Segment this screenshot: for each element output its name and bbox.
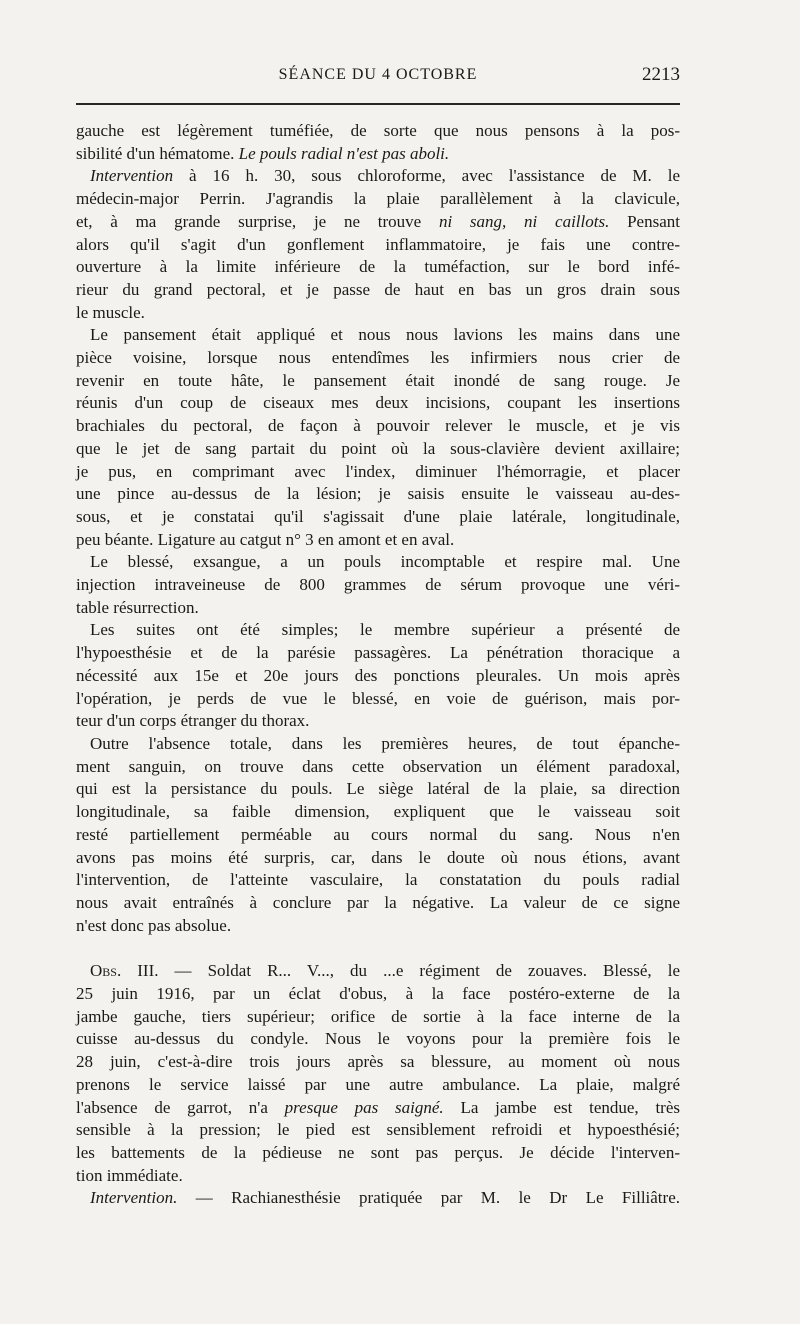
line-text: que le jet de sang partait du point où la sous-clavière devient axillaire; <box>76 438 680 458</box>
text-line <box>76 1165 680 1188</box>
text-line <box>76 915 680 938</box>
text-line <box>76 869 680 892</box>
text-line <box>76 256 680 279</box>
line-text: l'intervention, de l'atteinte vasculaire, la constatation du pouls radial <box>76 870 680 890</box>
paragraph-intervention <box>76 1187 680 1210</box>
text-line <box>76 597 680 620</box>
line-text: n'est donc pas absolue. <box>76 915 232 935</box>
italic-text: presque pas saigné. <box>284 1097 444 1117</box>
line-text: sensible à la pression; le pied est sensiblement refroidi et hypoesthésié; <box>76 1120 680 1140</box>
text-line <box>76 415 680 438</box>
running-header <box>76 66 680 92</box>
text-line <box>76 347 680 370</box>
text-line <box>76 619 680 642</box>
body-text <box>76 120 680 1210</box>
text-line <box>76 529 680 552</box>
line-text: peu béante. Ligature au catgut n° 3 en amont et en aval. <box>76 529 455 549</box>
line-text: gauche est légèrement tuméfiée, de sorte que nous pensons à la pos- <box>76 121 680 140</box>
line-text: le muscle. <box>76 302 145 322</box>
text-line <box>76 211 680 234</box>
paragraph-1 <box>76 120 680 165</box>
text-line <box>76 234 680 257</box>
line-text: longitudinale, sa faible dimension, expliquent que le vaisseau soit <box>76 802 680 822</box>
line-text: et, à ma grande surprise, je ne trouve <box>76 211 439 231</box>
line-text: nous avait entraînés à conclure par la négative. La valeur de ce signe <box>76 892 680 912</box>
line-text: nécessité aux 15e et 20e jours des ponctions pleurales. Un mois après <box>76 665 680 685</box>
header-title: SÉANCE DU 4 OCTOBRE <box>278 66 478 83</box>
line-text: Les suites ont été simples; le membre supérieur a présenté de <box>90 620 680 640</box>
text-line <box>76 665 680 688</box>
text-line <box>76 1097 680 1120</box>
line-text: teur d'un corps étranger du thorax. <box>76 711 310 731</box>
line-text: médecin-major Perrin. J'agrandis la plaie parallèlement à la clavicule, <box>76 189 680 209</box>
line-text: prenons le service laissé par une autre ambulance. La plaie, malgré <box>76 1074 680 1094</box>
line-text: l'absence de garrot, n'a <box>76 1097 285 1117</box>
text-line <box>76 120 680 143</box>
text-line <box>76 574 680 597</box>
text-line <box>76 165 680 188</box>
line-text: réunis d'un coup de ciseaux mes deux incisions, coupant les insertions <box>76 393 680 413</box>
text-line <box>76 710 680 733</box>
line-text: les battements de la pédieuse ne sont pas perçus. Je décide l'interven- <box>76 1142 680 1162</box>
line-text: 28 juin, c'est-à-dire trois jours après sa blessure, au moment où nous <box>76 1052 680 1072</box>
text-line <box>76 892 680 915</box>
text-line <box>76 461 680 484</box>
text-line <box>76 302 680 325</box>
text-line <box>76 733 680 756</box>
line-text: Outre l'absence totale, dans les premières heures, de tout épanche- <box>90 733 680 753</box>
line-text: rieur du grand pectoral, et je passe de haut en bas un gros drain sous <box>76 279 680 299</box>
text-line <box>76 847 680 870</box>
text-line <box>76 1142 680 1165</box>
line-text: Le blessé, exsangue, a un pouls incomptable et respire mal. Une <box>90 552 680 572</box>
line-text: jambe gauche, tiers supérieur; orifice de sortie à la face interne de la <box>76 1006 680 1026</box>
line-text: à 16 h. 30, sous chloroforme, avec l'assistance de M. le <box>173 166 680 186</box>
line-text: l'opération, je perds de vue le blessé, en voie de guérison, mais por- <box>76 688 680 708</box>
line-text: ouverture à la limite inférieure de la tuméfaction, sur le bord infé- <box>76 257 680 277</box>
paragraph-6 <box>76 733 680 937</box>
text-line <box>76 642 680 665</box>
line-text: injection intraveineuse de 800 grammes de sérum provoque une véri- <box>76 575 680 595</box>
line-text: — Rachianesthésie pratiquée par M. le Dr Le Filliâtre. <box>177 1188 680 1208</box>
line-text: sibilité d'un hématome. <box>76 143 239 163</box>
text-line <box>76 438 680 461</box>
paragraph-4 <box>76 551 680 619</box>
line-text: je pus, en comprimant avec l'index, diminuer l'hémorragie, et placer <box>76 461 680 481</box>
line-text: l'hypoesthésie et de la parésie passagères. La pénétration thoracique a <box>76 643 680 663</box>
text-line <box>76 1119 680 1142</box>
text-line <box>76 370 680 393</box>
line-text: — Soldat R... V..., du ...e régiment de zouaves. Blessé, le <box>158 961 680 981</box>
line-text: une pince au-dessus de la lésion; je saisis ensuite le vaisseau au-des- <box>76 484 680 504</box>
text-line <box>76 551 680 574</box>
header-rule <box>76 103 680 105</box>
text-line <box>76 1006 680 1029</box>
text-line <box>76 756 680 779</box>
line-text: Pensant <box>609 211 680 231</box>
text-line <box>76 279 680 302</box>
line-text: revenir en toute hâte, le pansement était inondé de sang rouge. Je <box>76 370 680 390</box>
paragraph-2 <box>76 165 680 324</box>
text-line <box>76 143 680 166</box>
text-line <box>76 506 680 529</box>
page-number: 2213 <box>642 64 680 85</box>
line-text: tion immédiate. <box>76 1165 183 1185</box>
text-line <box>76 1028 680 1051</box>
text-line <box>76 983 680 1006</box>
line-text: Le pansement était appliqué et nous nous lavions les mains dans une <box>90 325 680 345</box>
line-text: alors qu'il s'agit d'un gonflement inflammatoire, je fais une contre- <box>76 234 680 254</box>
text-line <box>76 688 680 711</box>
text-line <box>76 824 680 847</box>
paragraph-3 <box>76 324 680 551</box>
text-line <box>76 1187 680 1210</box>
line-text: table résurrection. <box>76 597 199 617</box>
line-text: qui est la persistance du pouls. Le siège latéral de la plaie, sa direction <box>76 779 680 799</box>
line-text: resté partiellement perméable au cours normal du sang. Nous n'en <box>76 824 680 844</box>
italic-text: Le pouls radial n'est pas aboli. <box>238 143 450 163</box>
text-line <box>76 801 680 824</box>
observation-3 <box>76 960 680 1187</box>
line-text: avons pas moins été surpris, car, dans le doute où nous étions, avant <box>76 847 680 867</box>
text-line <box>76 483 680 506</box>
italic-text: Intervention. <box>90 1188 178 1208</box>
text-line <box>76 324 680 347</box>
line-text: La jambe est tendue, très <box>443 1097 680 1117</box>
paragraph-5 <box>76 619 680 733</box>
text-line <box>76 392 680 415</box>
line-text: brachiales du pectoral, de façon à pouvoir relever le muscle, et je vis <box>76 416 680 436</box>
text-line <box>76 188 680 211</box>
line-text: sous, et je constatai qu'il s'agissait d'une plaie latérale, longitudinale, <box>76 506 680 526</box>
line-text: ment sanguin, on trouve dans cette observation un élément paradoxal, <box>76 756 680 776</box>
line-text: cuisse au-dessus du condyle. Nous le voyons pour la première fois le <box>76 1029 680 1049</box>
line-text: pièce voisine, lorsque nous entendîmes les infirmiers nous crier de <box>76 348 680 368</box>
italic-text: Intervention <box>90 166 174 186</box>
line-text: 25 juin 1916, par un éclat d'obus, à la face postéro-externe de la <box>76 984 680 1004</box>
text-line <box>76 1051 680 1074</box>
text-line <box>76 1074 680 1097</box>
text-line <box>76 960 680 983</box>
italic-text: ni sang, ni caillots. <box>438 211 610 231</box>
text-line <box>76 778 680 801</box>
observation-label: Obs. III. <box>90 961 159 981</box>
